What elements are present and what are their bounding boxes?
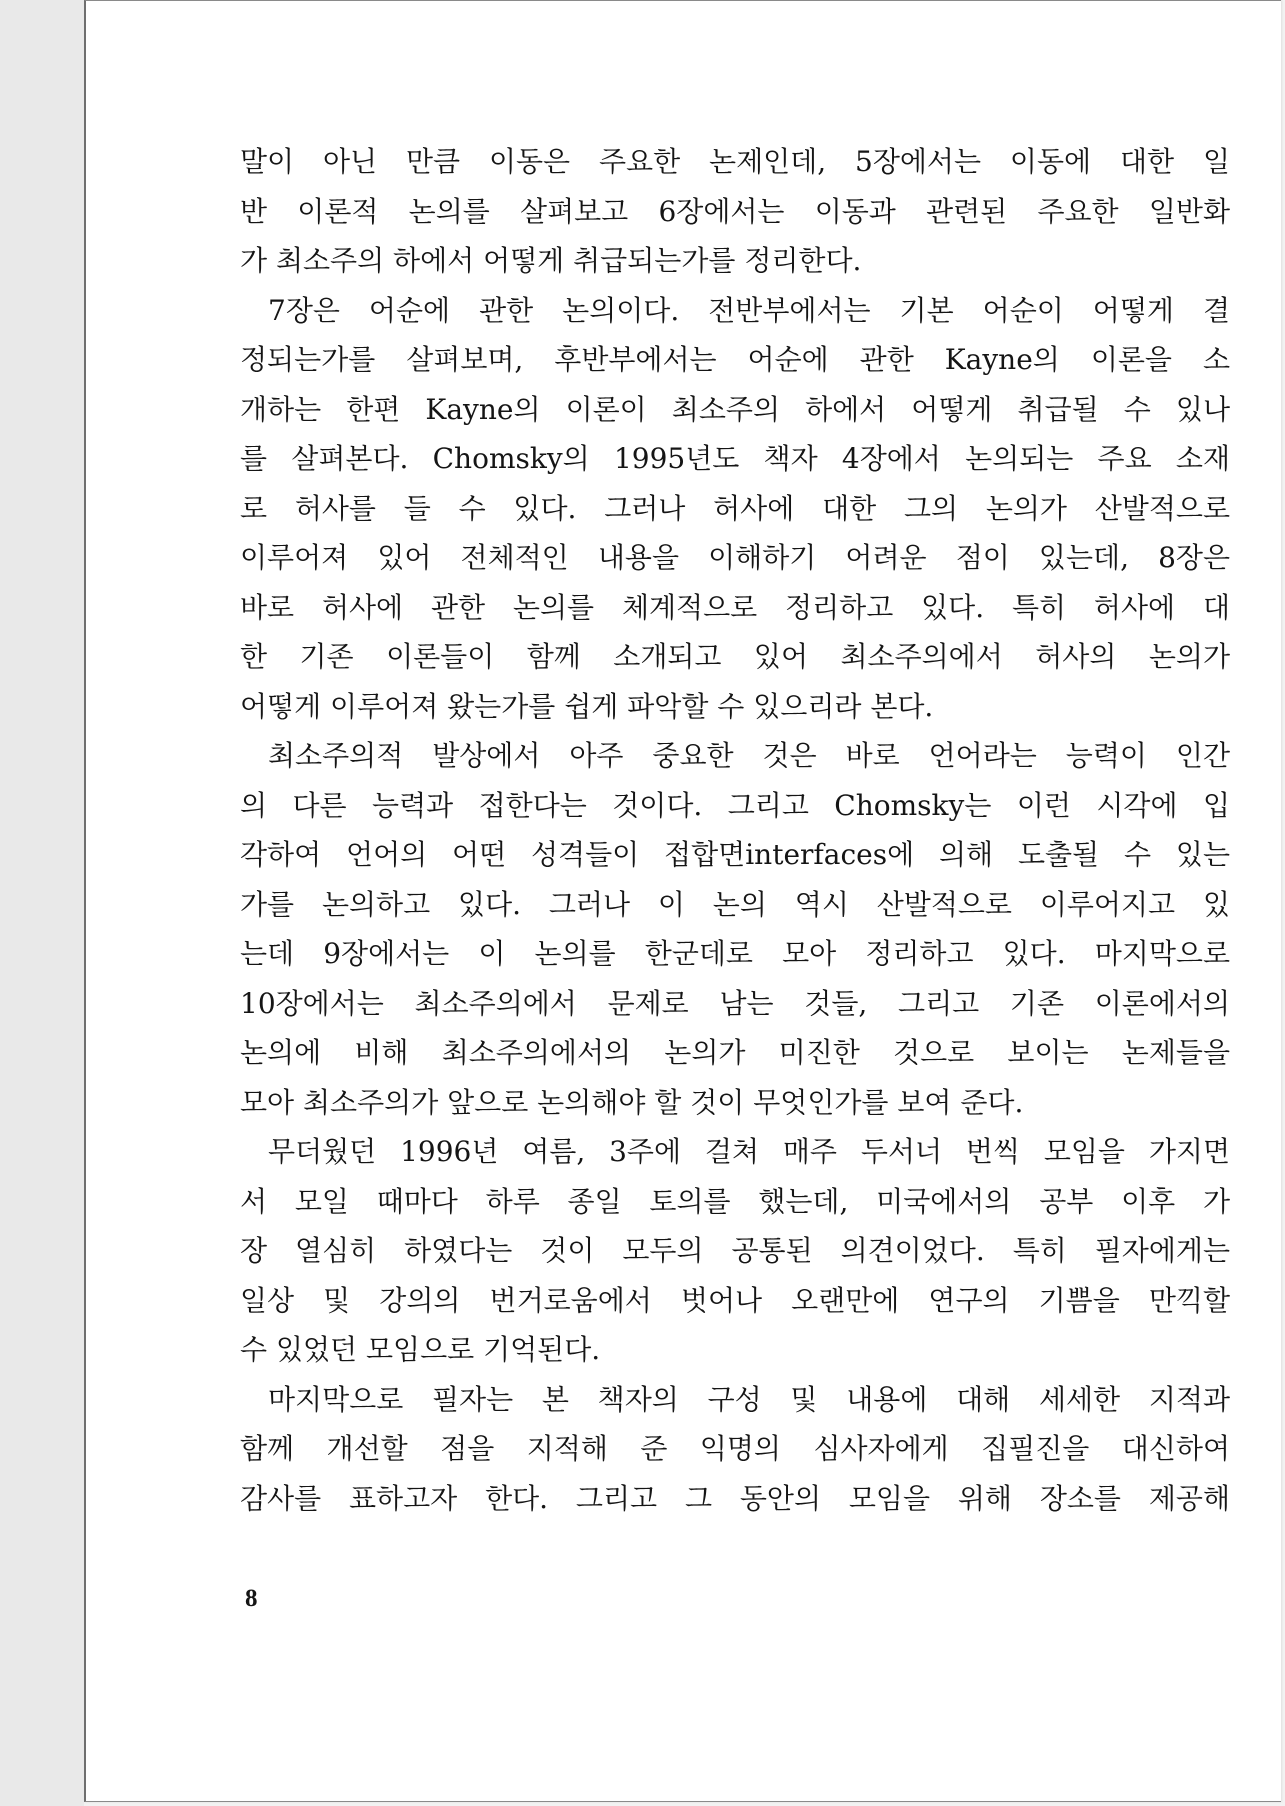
paragraph: [240, 137, 1230, 286]
text-line: 모아 최소주의가 앞으로 논의해야 할 것이 무엇인가를 보여 준다.: [240, 1085, 1024, 1119]
text-line: 마지막으로 필자는 본 책자의 구성 및 내용에 대해 세세한 지적과: [268, 1382, 1230, 1416]
text-line: 는데 9장에서는 이 논의를 한군데로 모아 정리하고 있다. 마지막으로: [240, 937, 1230, 970]
text-line: 감사를 표하고자 한다. 그리고 그 동안의 모임을 위해 장소를 제공해: [240, 1481, 1230, 1515]
text-line: 최소주의적 발상에서 아주 중요한 것은 바로 언어라는 능력이 인간: [268, 739, 1230, 772]
book-page: [84, 0, 1281, 1802]
text-line: 수 있었던 모임으로 기억된다.: [240, 1333, 601, 1366]
text-line: 이루어져 있어 전체적인 내용을 이해하기 어려운 점이 있는데, 8장은: [240, 541, 1230, 574]
text-line: 바로 허사에 관한 논의를 체계적으로 정리하고 있다. 특히 허사에 대: [240, 590, 1230, 624]
paragraph: [240, 286, 1230, 732]
paragraph: [240, 731, 1230, 1127]
text-line: 7장은 어순에 관한 논의이다. 전반부에서는 기본 어순이 어떻게 결: [268, 293, 1230, 327]
viewer-left-margin: [0, 0, 84, 1806]
text-line: 무더웠던 1996년 여름, 3주에 걸쳐 매주 두서너 번씩 모임을 가지면: [268, 1135, 1230, 1168]
paragraph: [240, 1375, 1230, 1524]
paragraph: [240, 1127, 1230, 1375]
text-line: 각하여 언어의 어떤 성격들이 접합면interfaces에 의해 도출될 수 있는: [240, 838, 1230, 871]
text-line: 일상 및 강의의 번거로움에서 벗어나 오랜만에 연구의 기쁨을 만끽할: [240, 1283, 1230, 1317]
text-line: 장 열심히 하였다는 것이 모두의 공통된 의견이었다. 특히 필자에게는: [240, 1234, 1230, 1267]
text-line: 말이 아닌 만큼 이동은 주요한 논제인데, 5장에서는 이동에 대한 일: [240, 145, 1230, 178]
text-line: 서 모일 때마다 하루 종일 토의를 했는데, 미국에서의 공부 이후 가: [240, 1184, 1230, 1218]
text-line: 한 기존 이론들이 함께 소개되고 있어 최소주의에서 허사의 논의가: [240, 640, 1230, 673]
text-line: 개하는 한편 Kayne의 이론이 최소주의 하에서 어떻게 취급될 수 있나: [240, 392, 1230, 426]
text-line: 반 이론적 논의를 살펴보고 6장에서는 이동과 관련된 주요한 일반화: [240, 194, 1230, 228]
text-line: 가를 논의하고 있다. 그러나 이 논의 역시 산발적으로 이루어지고 있: [240, 887, 1230, 921]
page-body-text: [240, 137, 1230, 1523]
text-line: 의 다른 능력과 접한다는 것이다. 그리고 Chomsky는 이런 시각에 입: [240, 788, 1230, 822]
text-line: 정되는가를 살펴보며, 후반부에서는 어순에 관한 Kayne의 이론을 소: [240, 343, 1230, 376]
text-line: 를 살펴본다. Chomsky의 1995년도 책자 4장에서 논의되는 주요 소재: [240, 442, 1230, 475]
text-line: 어떻게 이루어져 왔는가를 쉽게 파악할 수 있으리라 본다.: [240, 689, 934, 723]
text-line: 로 허사를 들 수 있다. 그러나 허사에 대한 그의 논의가 산발적으로: [240, 491, 1230, 525]
text-line: 가 최소주의 하에서 어떻게 취급되는가를 정리한다.: [240, 244, 862, 277]
text-line: 10장에서는 최소주의에서 문제로 남는 것들, 그리고 기존 이론에서의: [240, 986, 1230, 1020]
text-line: 함께 개선할 점을 지적해 준 익명의 심사자에게 집필진을 대신하여: [240, 1432, 1230, 1465]
text-line: 논의에 비해 최소주의에서의 논의가 미진한 것으로 보이는 논제들을: [240, 1036, 1230, 1069]
page-number: 8: [245, 1585, 258, 1612]
